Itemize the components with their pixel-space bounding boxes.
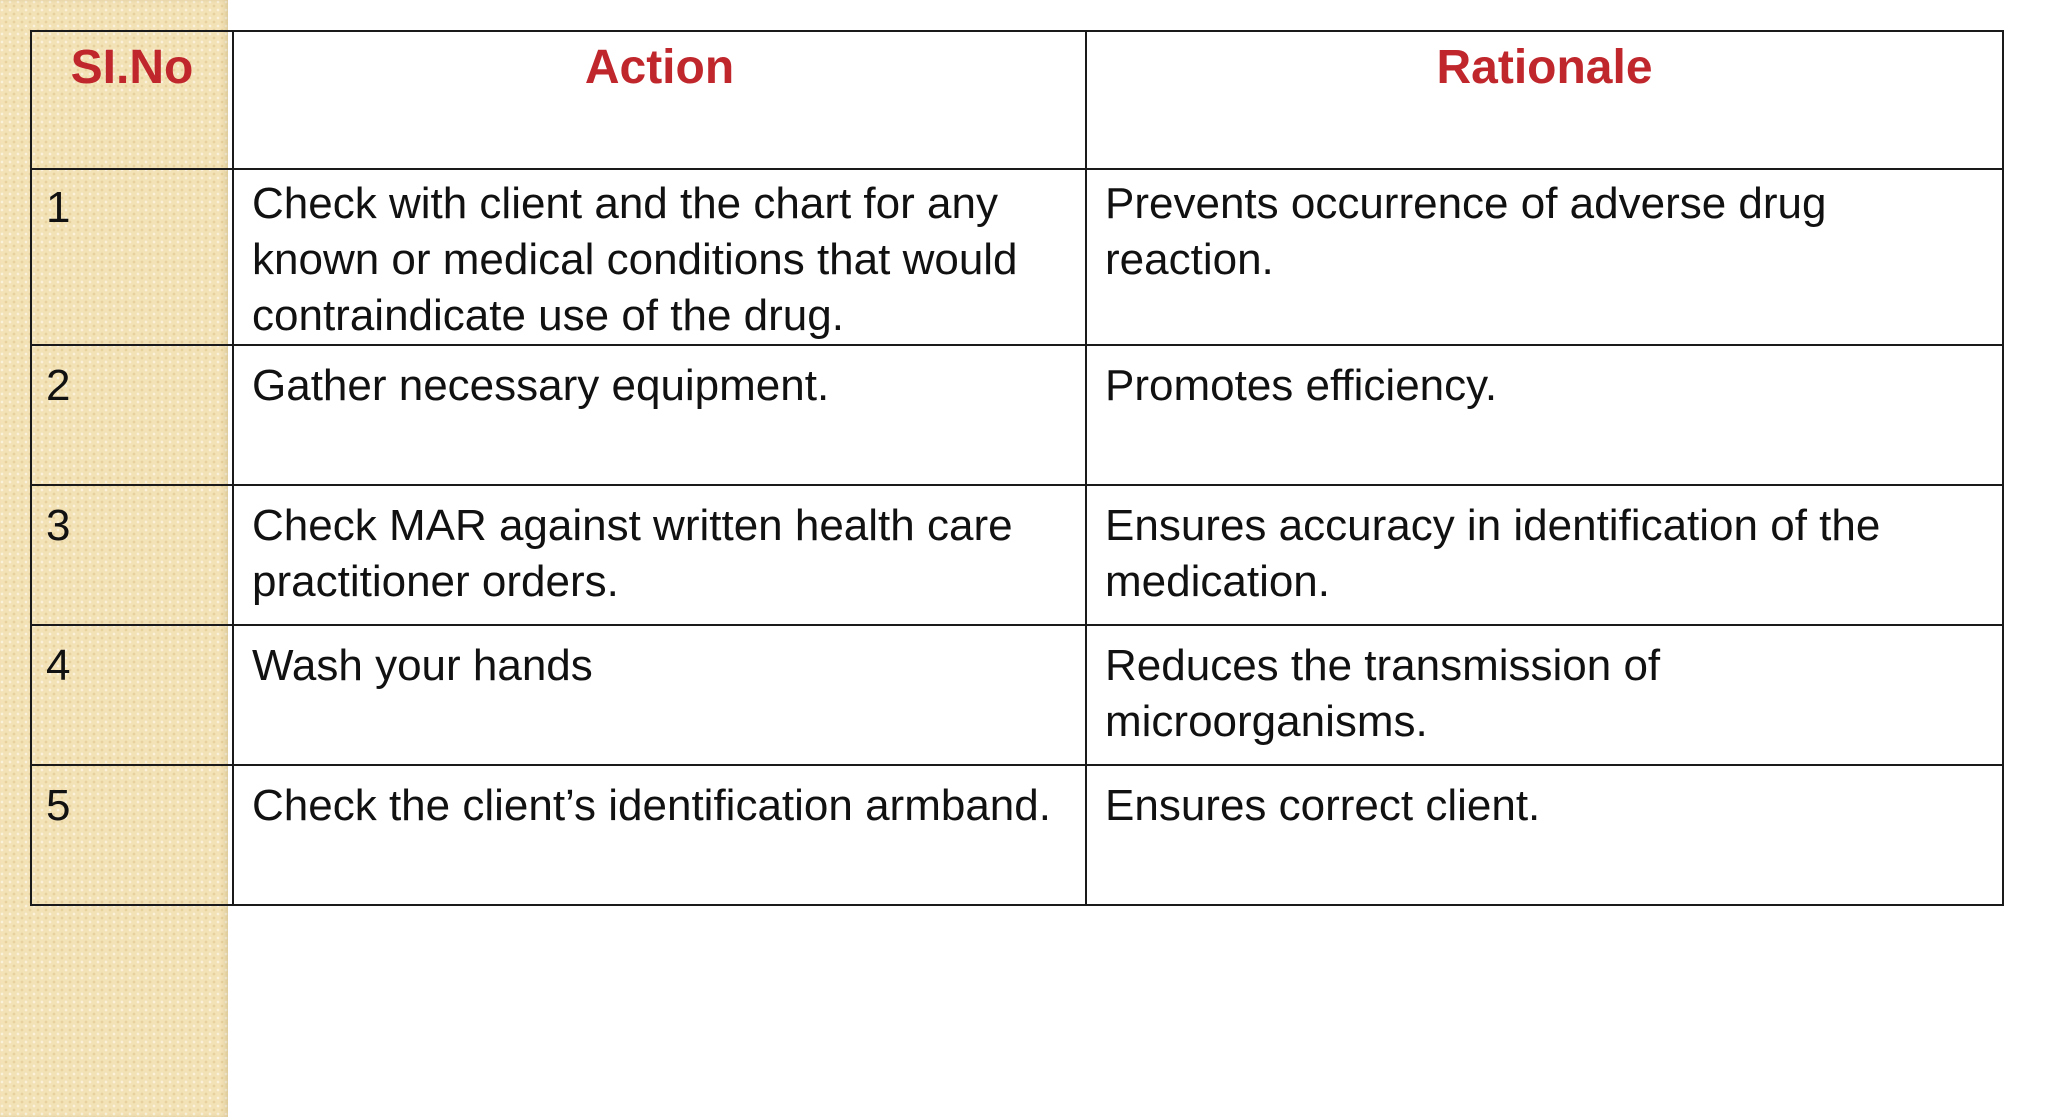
- sl-no-cell: 5: [31, 765, 233, 905]
- table-row: [31, 169, 2003, 345]
- action-cell: Check with client and the chart for any known or medical conditions that would contraindicate use of the drug.: [233, 169, 1086, 345]
- action-cell: Wash your hands: [233, 625, 1086, 765]
- rationale-cell: Ensures correct client.: [1086, 765, 2003, 905]
- procedure-table: [30, 30, 2004, 906]
- rationale-cell: Ensures accuracy in identification of the medication.: [1086, 485, 2003, 625]
- sl-no-cell: 2: [31, 345, 233, 485]
- sl-no-cell: 1: [31, 169, 233, 345]
- table-row: [31, 345, 2003, 485]
- table-row: [31, 485, 2003, 625]
- procedure-table-container: [30, 30, 2004, 906]
- rationale-cell: Prevents occurrence of adverse drug reaction.: [1086, 169, 2003, 345]
- rationale-cell: Promotes efficiency.: [1086, 345, 2003, 485]
- sl-no-cell: 3: [31, 485, 233, 625]
- action-cell: Check the client’s identification armband.: [233, 765, 1086, 905]
- table-row: [31, 765, 2003, 905]
- rationale-cell: Reduces the transmission of microorganisms.: [1086, 625, 2003, 765]
- sl-no-cell: 4: [31, 625, 233, 765]
- table-header-row: [31, 31, 2003, 169]
- action-cell: Check MAR against written health care practitioner orders.: [233, 485, 1086, 625]
- header-action: Action: [233, 31, 1086, 169]
- header-sl-no: SI.No: [31, 31, 233, 169]
- header-rationale: Rationale: [1086, 31, 2003, 169]
- action-cell: Gather necessary equipment.: [233, 345, 1086, 485]
- table-row: [31, 625, 2003, 765]
